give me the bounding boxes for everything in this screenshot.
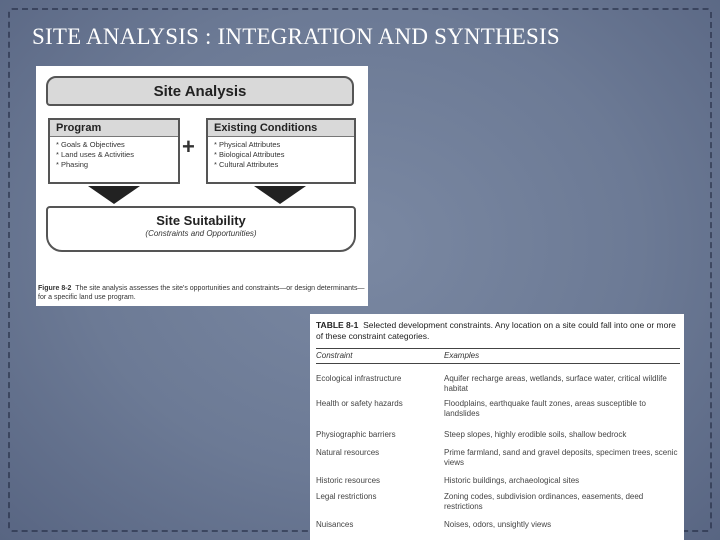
table-caption bbox=[316, 320, 680, 342]
row-examples: Aquifer recharge areas, wetlands, surface water, critical wildlife habitat bbox=[444, 374, 667, 393]
row-examples: Historic buildings, archaeological sites bbox=[444, 476, 580, 485]
table-header bbox=[316, 348, 680, 364]
program-box bbox=[48, 118, 180, 184]
header-constraint: Constraint bbox=[316, 351, 353, 360]
row-examples: Prime farmland, sand and gravel deposits, specimen trees, scenic views bbox=[444, 448, 678, 467]
row-constraint: Ecological infrastructure bbox=[316, 374, 402, 383]
site-suitability-box bbox=[46, 206, 356, 252]
header-examples: Examples bbox=[444, 351, 480, 360]
plus-sign: + bbox=[182, 134, 195, 159]
constraints-table bbox=[310, 314, 684, 540]
site-analysis-band: Site Analysis bbox=[46, 76, 354, 106]
row-examples: Steep slopes, highly erodible soils, shallow bedrock bbox=[444, 430, 627, 439]
site-analysis-diagram bbox=[36, 66, 368, 306]
table-caption-label: TABLE 8-1 bbox=[316, 320, 359, 330]
down-arrow-right bbox=[254, 186, 306, 204]
row-constraint: Natural resources bbox=[316, 448, 380, 457]
row-examples: Floodplains, earthquake fault zones, areas susceptible to landslides bbox=[444, 399, 646, 418]
row-constraint: Health or safety hazards bbox=[316, 399, 403, 408]
program-item: * Land uses & Activities bbox=[56, 150, 134, 159]
existing-item: * Biological Attributes bbox=[214, 150, 285, 159]
program-item: * Goals & Objectives bbox=[56, 140, 125, 149]
row-constraint: Physiographic barriers bbox=[316, 430, 396, 439]
row-constraint: Legal restrictions bbox=[316, 492, 377, 501]
figure-caption-text: The site analysis assesses the site's opportunities and constraints—or design determinants—for a specific land use program. bbox=[38, 285, 365, 301]
down-arrow-left bbox=[88, 186, 140, 204]
existing-item: * Cultural Attributes bbox=[214, 160, 279, 169]
program-title: Program bbox=[50, 120, 178, 137]
site-suitability-title: Site Suitability bbox=[156, 213, 246, 228]
figure-caption bbox=[38, 284, 366, 302]
existing-conditions-title: Existing Conditions bbox=[208, 120, 354, 137]
row-constraint: Nuisances bbox=[316, 520, 354, 529]
table-caption-text: Selected development constraints. Any location on a site could fall into one or more of these constraint categories. bbox=[316, 320, 676, 341]
program-list bbox=[50, 140, 178, 170]
row-examples: Noises, odors, unsightly views bbox=[444, 520, 552, 529]
slide-title: SITE ANALYSIS : INTEGRATION AND SYNTHESIS bbox=[32, 24, 560, 49]
site-suitability-subtitle: (Constraints and Opportunities) bbox=[145, 229, 257, 238]
program-item: * Phasing bbox=[56, 160, 89, 169]
figure-caption-label: Figure 8-2 bbox=[38, 285, 72, 292]
row-constraint: Historic resources bbox=[316, 476, 381, 485]
existing-item: * Physical Attributes bbox=[214, 140, 281, 149]
existing-conditions-box bbox=[206, 118, 356, 184]
row-examples: Zoning codes, subdivision ordinances, easements, deed restrictions bbox=[444, 492, 644, 511]
existing-conditions-list bbox=[208, 140, 354, 170]
